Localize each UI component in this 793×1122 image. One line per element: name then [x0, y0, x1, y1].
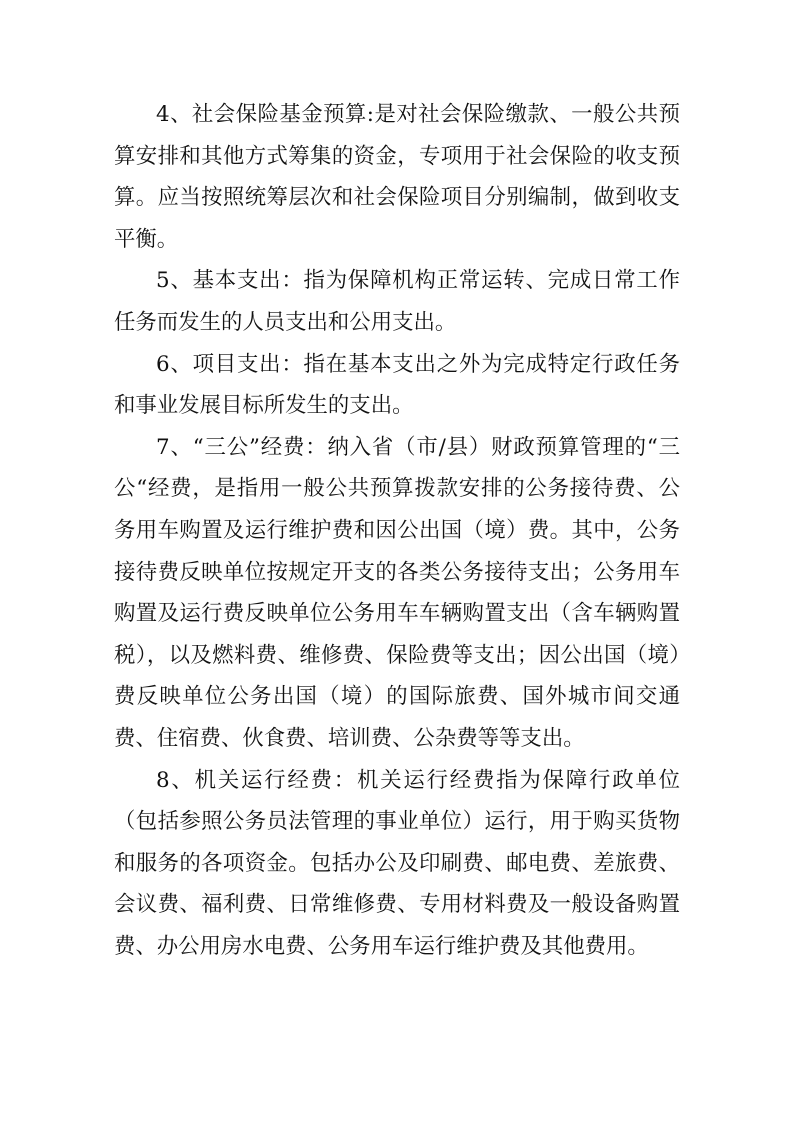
- paragraph-basic-expenditure: 5、基本支出：指为保障机构正常运转、完成日常工作任务而发生的人员支出和公用支出。: [114, 268, 680, 335]
- paragraph-three-public-expenses: 7、“三公”经费：纳入省（市/县）财政预算管理的“三公“经费，是指用一般公共预算拨款安排的公务接待费、公务用车购置及运行维护费和因公出国（境）费。其中，公务接待费反映单位按规定开支的各类公务接待支出；公务用车购置及运行费反映单位公务用车车辆购置支出（含车辆购置税），以及燃料费、维修费、保险费等支出；因公出国（境）费反映单位公务出国（境）的国际旅费、国外城市间交通费、住宿费、伙食费、培训费、公杂费等等支出。: [114, 434, 680, 751]
- document-body: [114, 94, 680, 967]
- paragraph-agency-operating-expenses: 8、机关运行经费：机关运行经费指为保障行政单位（包括参照公务员法管理的事业单位）运行，用于购买货物和服务的各项资金。包括办公及印刷费、邮电费、差旅费、会议费、福利费、日常维修费、专用材料费及一般设备购置费、办公用房水电费、公务用车运行维护费及其他费用。: [114, 767, 680, 959]
- paragraph-social-insurance-budget: 4、社会保险基金预算:是对社会保险缴款、一般公共预算安排和其他方式筹集的资金，专项用于社会保险的收支预算。应当按照统筹层次和社会保险项目分别编制，做到收支平衡。: [114, 102, 680, 252]
- paragraph-project-expenditure: 6、项目支出：指在基本支出之外为完成特定行政任务和事业发展目标所发生的支出。: [114, 351, 680, 419]
